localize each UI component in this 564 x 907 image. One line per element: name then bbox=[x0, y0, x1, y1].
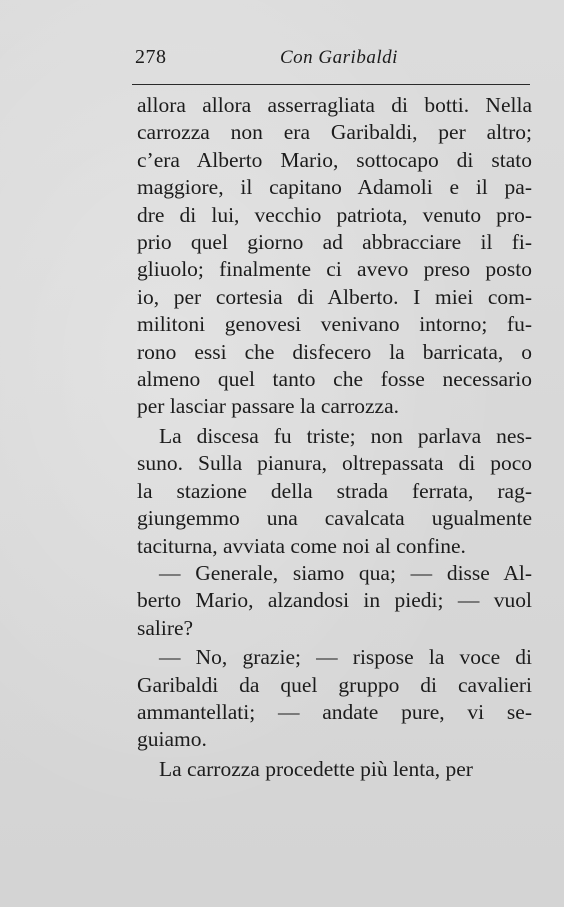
text-line: almeno quel tanto che fosse necessario bbox=[137, 367, 532, 392]
header-rule bbox=[132, 84, 530, 85]
text-line: dre di lui, vecchio patriota, venuto pro- bbox=[137, 202, 532, 227]
text-line: giungemmo una cavalcata ugualmente bbox=[137, 506, 532, 531]
text-line: La carrozza procedette più lenta, per bbox=[159, 756, 473, 781]
text-line: — Generale, siamo qua; — disse Al- bbox=[159, 560, 532, 585]
text-line: gliuolo; finalmente ci avevo preso posto bbox=[137, 257, 532, 282]
text-line: militoni genovesi venivano intorno; fu- bbox=[137, 312, 532, 337]
text-line: berto Mario, alzandosi in piedi; — vuol bbox=[137, 588, 532, 613]
text-line: taciturna, avviata come noi al confine. bbox=[137, 533, 466, 558]
text-line: allora allora asserragliata di botti. Nella bbox=[137, 93, 532, 117]
text-line: ammantellati; — andate pure, vi se- bbox=[137, 699, 532, 724]
text-line: guiamo. bbox=[137, 727, 207, 752]
body-text bbox=[137, 92, 532, 783]
text-line: maggiore, il capitano Adamoli e il pa- bbox=[137, 175, 532, 200]
page-header bbox=[135, 46, 530, 76]
text-line: c’era Alberto Mario, sottocapo di stato bbox=[137, 147, 532, 172]
text-line: per lasciar passare la carrozza. bbox=[137, 394, 399, 419]
text-line: — No, grazie; — rispose la voce di bbox=[159, 645, 532, 670]
text-line: io, per cortesia di Alberto. I miei com- bbox=[137, 284, 532, 309]
text-line: La discesa fu triste; non parlava nes- bbox=[159, 423, 532, 448]
text-line: carrozza non era Garibaldi, per altro; bbox=[137, 120, 532, 145]
text-line: Garibaldi da quel gruppo di cavalieri bbox=[137, 672, 532, 697]
text-line: salire? bbox=[137, 615, 194, 640]
text-line: suno. Sulla pianura, oltrepassata di poco bbox=[137, 451, 532, 476]
text-line: la stazione della strada ferrata, rag- bbox=[137, 478, 532, 503]
page-number: 278 bbox=[135, 46, 167, 68]
text-line: rono essi che disfecero la barricata, o bbox=[137, 339, 532, 364]
text-line: prio quel giorno ad abbracciare il fi- bbox=[137, 230, 532, 255]
running-head: Con Garibaldi bbox=[280, 47, 398, 68]
